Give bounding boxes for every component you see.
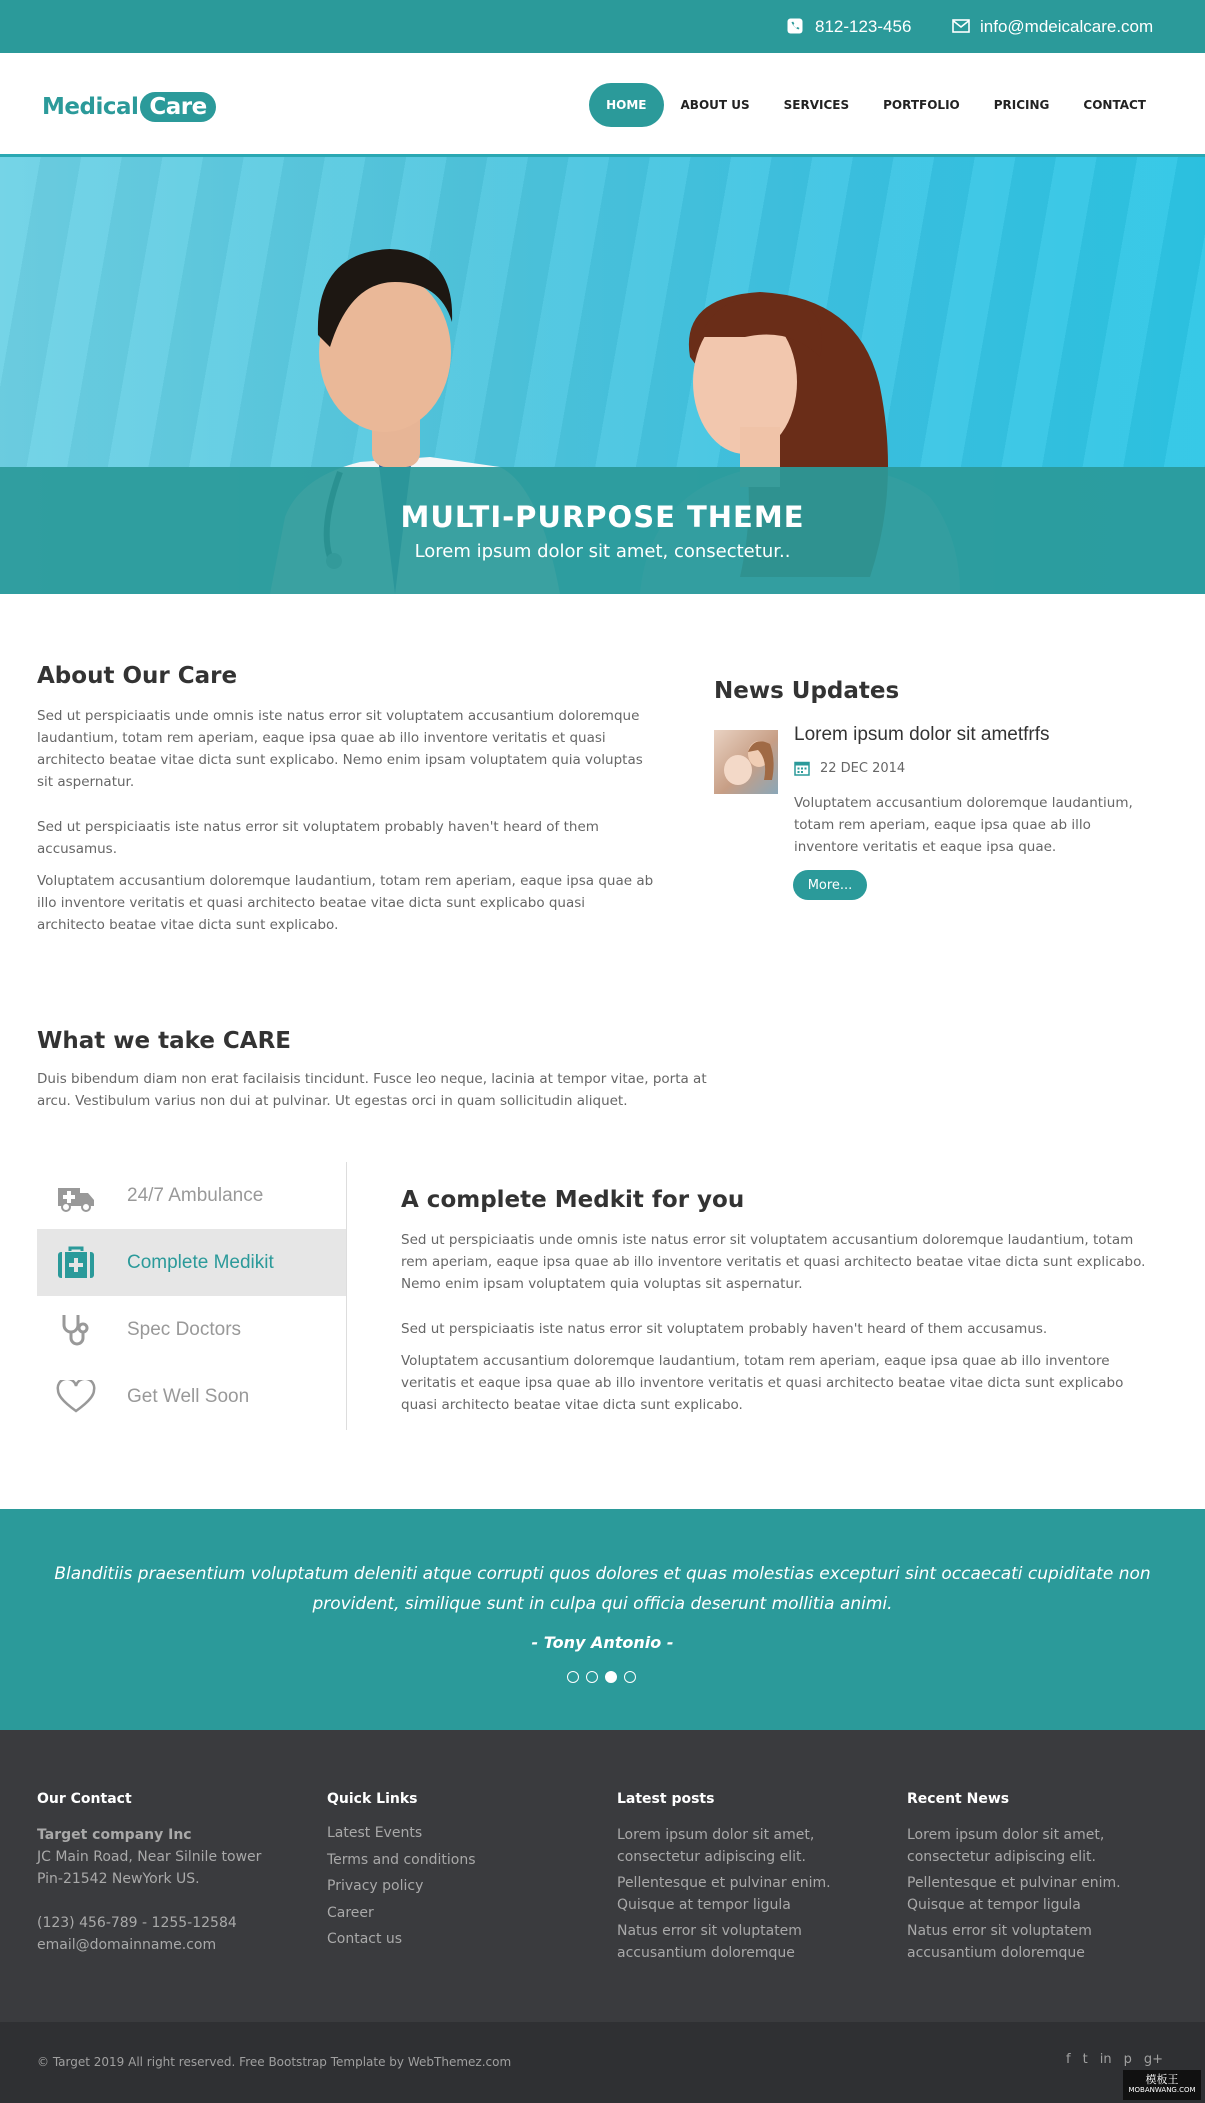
footer-latest-posts <box>617 1788 882 1964</box>
about-paragraph-1: Sed ut perspiciaatis unde omnis iste natus error sit voluptatem accusantium doloremque laudantium, totam rem aperiam, eaque ipsa quae ab illo inventore veritatis et quasi architecto beatae vitae dicta sunt explicabo. Nemo enim ipsam voluptatem quia voluptas sit aspernatur. <box>37 708 643 790</box>
footer-link-privacy[interactable]: Privacy policy <box>327 1878 424 1894</box>
care-intro: Duis bibendum diam non erat facilaisis tincidunt. Fusce leo neque, lacinia at tempor vitae, porta at arcu. Vestibulum varius non dui at pulvinar. Ut egestas orci in quam sollicitudin aliquet. <box>37 1071 707 1109</box>
top-bar <box>0 0 1205 53</box>
carousel-dot-1[interactable] <box>567 1671 579 1683</box>
footer-phone: (123) 456-789 - 1255-12584 <box>37 1915 237 1931</box>
phone-number: 812-123-456 <box>815 16 912 36</box>
footer-contact <box>37 1788 297 1956</box>
footer-link-career[interactable]: Career <box>327 1904 374 1921</box>
news-more-button[interactable]: More... <box>793 870 867 900</box>
logo-text-medical: Medical <box>42 94 139 120</box>
footer-company: Target company Inc <box>37 1827 192 1843</box>
footer-news-2[interactable]: Pellentesque et pulvinar enim. Quisque at tempor ligula <box>907 1875 1121 1913</box>
footer-link-terms[interactable]: Terms and conditions <box>327 1851 476 1868</box>
medkit-paragraph-3: Voluptatem accusantium doloremque laudantium, totam rem aperiam, eaque ipsa quae ab illo inventore veritatis et eaque ipsa quae ab illo inventore veritatis et quasi architecto beatae vitae dicta sunt explicabo quasi architecto beatae vitae dicta sunt explicabo. <box>401 1353 1124 1413</box>
testimonial-quote: Blanditiis praesentium voluptatum deleniti atque corrupti quos dolores et quas molestias excepturi sint occaecati cupiditate non provident, similique sunt in culpa qui officia deserunt mollitia animi. <box>54 1564 1151 1614</box>
phone-contact[interactable] <box>787 0 911 53</box>
footer-link-contact[interactable]: Contact us <box>327 1931 403 1947</box>
twitter-icon[interactable]: t <box>1082 2052 1088 2067</box>
carousel-dot-3[interactable] <box>605 1671 617 1683</box>
nav-portfolio[interactable]: PORTFOLIO <box>883 98 960 112</box>
footer-recent-title: Recent News <box>907 1791 1010 1807</box>
site-logo[interactable] <box>42 90 216 124</box>
hero-subtitle: Lorem ipsum dolor sit amet, consectetur.. <box>414 541 791 562</box>
nav-services[interactable]: SERVICES <box>783 98 850 112</box>
carousel-dots <box>567 1671 636 1683</box>
footer-email[interactable]: email@domainname.com <box>37 1937 217 1953</box>
footer-address-1: JC Main Road, Near Silnile tower <box>37 1849 262 1865</box>
hero-banner <box>0 157 1205 594</box>
carousel-dot-4[interactable] <box>624 1671 636 1683</box>
envelope-icon <box>952 18 970 36</box>
news-date <box>794 760 905 776</box>
testimonial-author: - Tony Antonio - <box>531 1633 674 1652</box>
tab-ambulance[interactable] <box>37 1162 346 1229</box>
care-tabs <box>37 1162 347 1430</box>
medkit-paragraph-1: Sed ut perspiciaatis unde omnis iste natus error sit voluptatem accusantium doloremque laudantium, totam rem aperiam, eaque ipsa quae ab illo inventore veritatis et quasi architecto beatae vitae dicta sunt explicabo. Nemo enim ipsam voluptatem quia voluptas sit aspernatur. <box>401 1232 1146 1292</box>
footer-post-2[interactable]: Pellentesque et pulvinar enim. Quisque at tempor ligula <box>617 1875 831 1913</box>
footer-latest-title: Latest posts <box>617 1791 715 1807</box>
footer-news-3[interactable]: Natus error sit voluptatem accusantium doloremque <box>907 1923 1092 1961</box>
footer-bottom-bar <box>0 2022 1205 2103</box>
news-item-title[interactable]: Lorem ipsum dolor sit ametfrfs <box>794 724 1050 745</box>
nav-home[interactable]: HOME <box>589 83 663 127</box>
news-date-text: 22 DEC 2014 <box>820 760 906 776</box>
logo-text-care: Care <box>140 92 215 122</box>
tab-ambulance-label: 24/7 Ambulance <box>127 1184 264 1206</box>
footer-quick-title: Quick Links <box>327 1791 418 1807</box>
about-section <box>37 663 657 936</box>
heart-icon <box>55 1376 97 1418</box>
tab-get-well[interactable] <box>37 1363 346 1430</box>
email-address: info@mdeicalcare.com <box>980 16 1154 36</box>
site-header <box>0 53 1205 157</box>
facebook-icon[interactable]: f <box>1066 2052 1071 2067</box>
tab-medikit[interactable] <box>37 1229 346 1296</box>
carousel-dot-2[interactable] <box>586 1671 598 1683</box>
footer-recent-news <box>907 1788 1172 1964</box>
stethoscope-icon <box>55 1309 97 1351</box>
tab-doctors[interactable] <box>37 1296 346 1363</box>
watermark-logo: 模板王 MOBANWANG.COM <box>1123 2070 1201 2100</box>
news-title: News Updates <box>714 678 900 704</box>
news-thumbnail[interactable] <box>714 730 778 794</box>
footer-address-2: Pin-21542 NewYork US. <box>37 1871 200 1887</box>
copyright-text: © Target 2019 All right reserved. Free Bootstrap Template by WebThemez.com <box>37 2055 512 2069</box>
tab-medikit-label: Complete Medikit <box>127 1251 274 1273</box>
medkit-panel <box>401 1187 1163 1416</box>
main-nav <box>589 83 1163 127</box>
footer-quick-links <box>327 1788 587 1953</box>
hero-title: MULTI-PURPOSE THEME <box>400 500 805 534</box>
medkit-title: A complete Medkit for you <box>401 1187 745 1213</box>
about-paragraph-3: Voluptatem accusantium doloremque laudantium, totam rem aperiam, eaque ipsa quae ab illo inventore veritatis et quasi architecto beatae vitae dicta sunt explicabo quasi architecto beatae vitae dicta sunt explicabo. <box>37 873 654 933</box>
about-title: About Our Care <box>37 663 238 689</box>
care-title: What we take CARE <box>37 1028 292 1054</box>
ambulance-icon <box>55 1175 97 1217</box>
testimonial-section <box>0 1509 1205 1730</box>
nav-pricing[interactable]: PRICING <box>993 98 1050 112</box>
calendar-icon <box>794 760 810 776</box>
google-plus-icon[interactable]: g+ <box>1143 2052 1163 2067</box>
footer-post-3[interactable]: Natus error sit voluptatem accusantium doloremque <box>617 1923 802 1961</box>
footer-news-1[interactable]: Lorem ipsum dolor sit amet, consectetur adipiscing elit. <box>907 1827 1105 1865</box>
medkit-paragraph-2: Sed ut perspiciaatis iste natus error sit voluptatem probably haven't heard of them accusamus. <box>401 1321 1048 1337</box>
linkedin-icon[interactable]: in <box>1099 2052 1112 2067</box>
nav-contact[interactable]: CONTACT <box>1083 98 1146 112</box>
footer-post-1[interactable]: Lorem ipsum dolor sit amet, consectetur adipiscing elit. <box>617 1827 815 1865</box>
nav-about-us[interactable]: ABOUT US <box>680 98 750 112</box>
news-excerpt: Voluptatem accusantium doloremque laudantium, totam rem aperiam, eaque ipsa quae ab illo inventore veritatis et eaque ipsa quae. <box>794 795 1133 855</box>
about-paragraph-2: Sed ut perspiciaatis iste natus error sit voluptatem probably haven't heard of them accusamus. <box>37 819 599 857</box>
pinterest-icon[interactable]: p <box>1123 2052 1132 2067</box>
news-section <box>714 678 1164 893</box>
social-links <box>1066 2052 1163 2067</box>
medkit-icon <box>55 1242 97 1284</box>
email-contact[interactable] <box>952 0 1153 53</box>
footer-link-events[interactable]: Latest Events <box>327 1825 423 1841</box>
tab-doctors-label: Spec Doctors <box>127 1318 242 1340</box>
site-footer <box>0 1730 1205 2022</box>
phone-icon <box>787 18 805 36</box>
footer-contact-title: Our Contact <box>37 1791 132 1807</box>
tab-get-well-label: Get Well Soon <box>127 1385 250 1407</box>
care-section <box>37 1028 797 1112</box>
